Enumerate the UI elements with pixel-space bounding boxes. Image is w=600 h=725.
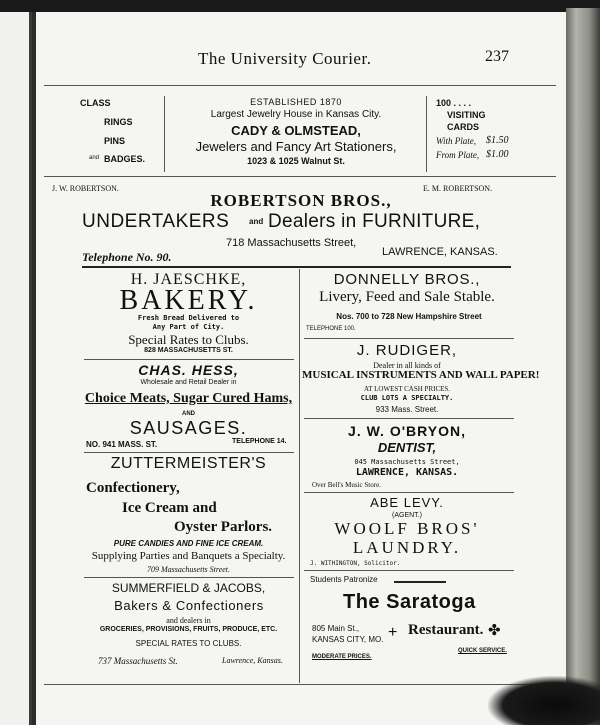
page bbox=[36, 12, 566, 725]
ad-cady-left-badges: BADGES. bbox=[104, 154, 146, 164]
ad-zutter-l4: PURE CANDIES AND FINE ICE CREAM. bbox=[113, 539, 264, 548]
ad-robertson-address: 718 Massachusetts Street, bbox=[226, 237, 357, 249]
ad-hess-address: NO. 941 MASS. ST. bbox=[86, 440, 158, 449]
ad-summerfield-l4: SPECIAL RATES TO CLUBS. bbox=[135, 639, 242, 648]
ad-cady-tagline: Largest Jewelry House in Kansas City. bbox=[210, 109, 382, 120]
ad-saratoga-name: The Saratoga bbox=[343, 591, 476, 613]
rule-zutter-bottom bbox=[84, 577, 294, 578]
ad-hess-sausages: SAUSAGES. bbox=[129, 418, 248, 438]
rule-robertson-bottom bbox=[82, 266, 511, 268]
ad-rudiger-l4: CLUB LOTS A SPECIALTY. bbox=[360, 394, 454, 402]
ad-robertson-partner-right: E. M. ROBERTSON. bbox=[423, 184, 493, 193]
ad-zutter-l2: Ice Cream and bbox=[122, 500, 217, 516]
rule-cady-bottom bbox=[44, 176, 556, 177]
ad-donnelly-l3: TELEPHONE 100. bbox=[306, 326, 356, 332]
ad-saratoga-plus: + bbox=[388, 624, 398, 641]
ad-levy-agent: (AGENT.) bbox=[392, 512, 422, 519]
rule-donnelly-bottom bbox=[304, 338, 514, 339]
ad-robertson-city: LAWRENCE, KANSAS. bbox=[382, 246, 498, 258]
rule-obryon-bottom bbox=[304, 492, 514, 493]
ad-summerfield-l3: GROCERIES, PROVISIONS, FRUITS, PRODUCE, ETC. bbox=[99, 626, 278, 633]
ad-obryon-l1: DENTIST, bbox=[377, 440, 437, 455]
ad-zutter-address: 709 Massachusetts Street. bbox=[146, 565, 231, 574]
ad-zutter-l3: Oyster Parlors. bbox=[174, 519, 273, 535]
ad-saratoga-patronize: Students Patronize bbox=[310, 575, 378, 584]
ad-saratoga-moderate: MODERATE PRICES. bbox=[312, 654, 372, 660]
ad-hess-and: AND bbox=[182, 411, 195, 417]
ad-robertson-partner-left: J. W. ROBERTSON. bbox=[52, 184, 119, 193]
ad-jaeschke-name: H. JAESCHKE, bbox=[130, 271, 247, 288]
page-title: The University Courier. bbox=[198, 49, 372, 68]
ad-levy-l2: LAUNDRY. bbox=[352, 538, 462, 557]
ad-saratoga-address1: 805 Main St., bbox=[312, 624, 360, 633]
ad-donnelly-l2: Nos. 700 to 728 New Hampshire Street bbox=[336, 312, 482, 321]
ad-obryon-l3: LAWRENCE, KANSAS. bbox=[355, 467, 459, 478]
ad-donnelly-l1: Livery, Feed and Sale Stable. bbox=[319, 289, 495, 305]
ad-saratoga-quick: QUICK SERVICE. bbox=[458, 648, 507, 654]
ad-levy-solicitor: J. WITHINGTON, Solicitor. bbox=[310, 560, 401, 567]
rule-column-divider bbox=[299, 269, 300, 683]
ad-robertson-name: ROBERTSON BROS., bbox=[210, 191, 392, 210]
rule-hess-bottom bbox=[84, 452, 294, 453]
ad-cady-from-plate: From Plate, bbox=[436, 150, 480, 160]
ad-rudiger-l1: Dealer in all kinds of bbox=[373, 361, 441, 370]
ad-robertson-undertakers: UNDERTAKERS bbox=[82, 211, 230, 232]
ad-cady-left-class: CLASS bbox=[80, 98, 111, 108]
ad-zutter-name: ZUTTERMEISTER'S bbox=[110, 455, 267, 472]
rule-cady-left bbox=[164, 96, 165, 172]
ad-obryon-l4: Over Bell's Music Store. bbox=[312, 481, 381, 489]
facing-page-edge bbox=[0, 12, 32, 725]
rule-bottom bbox=[44, 684, 556, 685]
ad-cady-address: 1023 & 1025 Walnut St. bbox=[247, 156, 345, 166]
ad-saratoga-address2: KANSAS CITY, MO. bbox=[312, 635, 384, 644]
ad-summerfield-city: Lawrence, Kansas. bbox=[222, 656, 283, 665]
ad-hess-main: Choice Meats, Sugar Cured Hams, bbox=[84, 391, 293, 406]
page-number: 237 bbox=[485, 48, 509, 65]
ad-summerfield-l2: and dealers in bbox=[166, 616, 211, 625]
book-edge bbox=[566, 8, 600, 725]
ad-summerfield-name: SUMMERFIELD & JACOBS, bbox=[111, 581, 266, 595]
ad-cady-from-plate-price: $1.00 bbox=[486, 149, 509, 160]
ad-cady-business: Jewelers and Fancy Art Stationers, bbox=[195, 139, 397, 154]
ad-obryon-name: J. W. O'BRYON, bbox=[348, 423, 466, 439]
rule-top bbox=[44, 85, 556, 86]
ad-levy-name: ABE LEVY. bbox=[370, 495, 444, 510]
rule-jaeschke-bottom bbox=[84, 359, 294, 360]
ad-cady-count: 100 . . . . bbox=[436, 98, 472, 108]
ad-saratoga-arrow bbox=[394, 581, 446, 583]
ad-donnelly-name: DONNELLY BROS., bbox=[333, 271, 481, 288]
ad-robertson-furniture: Dealers in FURNITURE, bbox=[268, 211, 481, 232]
ad-jaeschke-line2: Any Part of City. bbox=[152, 323, 225, 331]
rule-rudiger-bottom bbox=[304, 418, 514, 419]
rule-levy-bottom bbox=[304, 570, 514, 571]
ad-obryon-l2: 045 Massachusetts Street, bbox=[354, 458, 460, 466]
shadow-blot bbox=[488, 676, 600, 725]
ad-hess-sub: Wholesale and Retail Dealer in bbox=[140, 379, 237, 386]
ad-cady-name: CADY & OLMSTEAD, bbox=[231, 123, 361, 138]
ad-zutter-l5: Supplying Parties and Banquets a Specialty. bbox=[91, 550, 286, 562]
rule-cady-right bbox=[426, 96, 427, 172]
ad-rudiger-l5: 933 Mass. Street. bbox=[375, 405, 439, 414]
ad-rudiger-l3: AT LOWEST CASH PRICES. bbox=[363, 385, 451, 393]
ad-cady-with-plate-price: $1.50 bbox=[486, 135, 509, 146]
ad-zutter-l1: Confectionery, bbox=[86, 480, 180, 496]
ad-cady-cards: CARDS bbox=[447, 122, 480, 132]
ad-levy-l1: WOOLF BROS' bbox=[334, 519, 480, 538]
scan-top-border bbox=[0, 0, 600, 12]
ad-saratoga-ornament-icon: ✤ bbox=[488, 623, 501, 639]
ad-summerfield-address: 737 Massachusetts St. bbox=[98, 656, 178, 666]
ad-hess-telephone: TELEPHONE 14. bbox=[232, 438, 287, 445]
ad-cady-established: ESTABLISHED 1870 bbox=[250, 97, 342, 107]
ad-cady-left-pins: PINS bbox=[104, 136, 126, 146]
ad-hess-name: CHAS. HESS, bbox=[138, 362, 239, 378]
ad-jaeschke-title: BAKERY. bbox=[119, 285, 258, 316]
ad-saratoga-restaurant: Restaurant. bbox=[408, 622, 484, 638]
ad-jaeschke-line3: Special Rates to Clubs. bbox=[128, 332, 249, 347]
ad-robertson-and: and bbox=[249, 217, 264, 226]
ad-robertson-telephone: Telephone No. 90. bbox=[82, 250, 172, 264]
ad-rudiger-l2: MUSICAL INSTRUMENTS AND WALL PAPER! bbox=[302, 369, 540, 381]
ad-cady-left-and: and bbox=[89, 155, 100, 161]
ad-cady-visiting: VISITING bbox=[447, 110, 486, 120]
ad-summerfield-l1: Bakers & Confectioners bbox=[114, 598, 264, 613]
ad-cady-with-plate: With Plate, bbox=[436, 136, 476, 146]
ad-rudiger-name: J. RUDIGER, bbox=[356, 342, 458, 359]
ad-jaeschke-line1: Fresh Bread Delivered to bbox=[137, 314, 240, 322]
ad-cady-left-rings: RINGS bbox=[104, 117, 133, 127]
ad-jaeschke-address: 828 MASSACHUSETTS ST. bbox=[144, 347, 233, 354]
